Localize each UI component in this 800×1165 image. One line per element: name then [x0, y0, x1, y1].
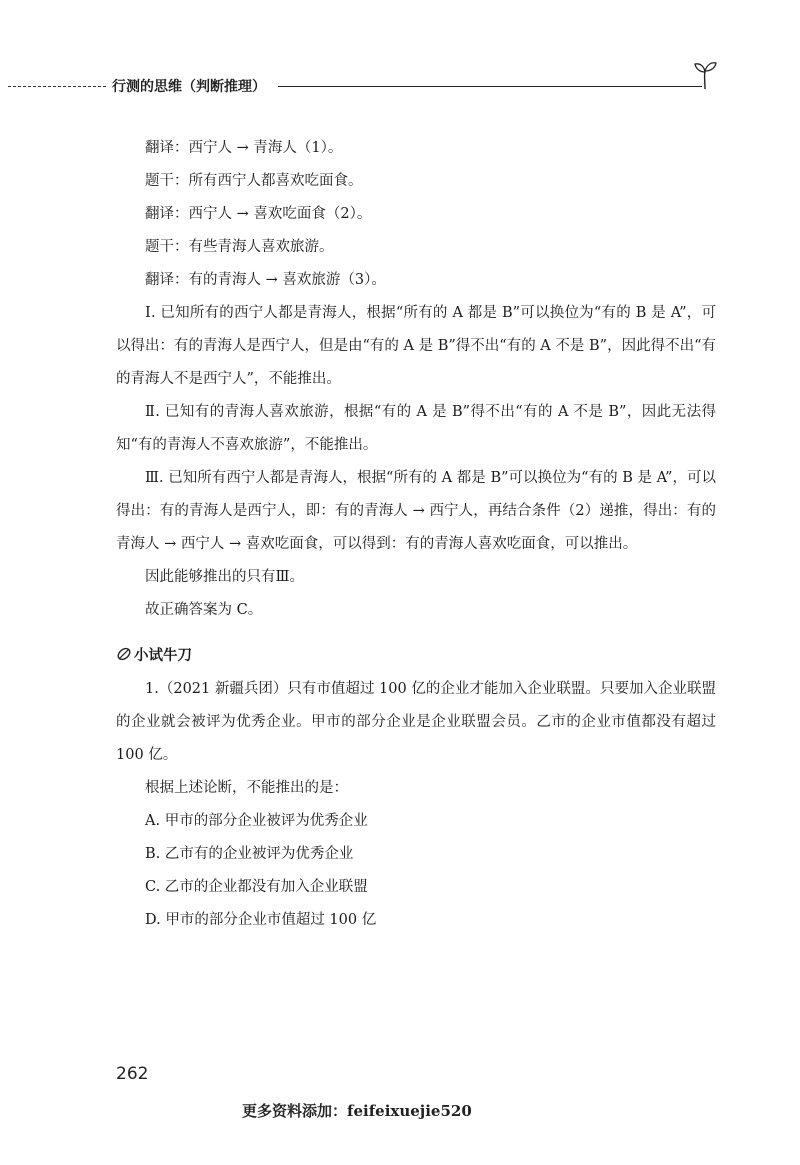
header-rule: [278, 86, 702, 87]
section-title-text: 小试牛刀: [134, 648, 192, 664]
option-d: D. 甲市的部分企业市值超过 100 亿: [145, 912, 377, 928]
running-header: [8, 74, 710, 96]
sprout-icon: [692, 60, 718, 90]
analysis-paragraph-1: Ⅰ. 已知所有的西宁人都是青海人，根据“所有的 A 都是 B”可以换位为“有的 B 是 A”，可以得出：有的青海人是西宁人，但是由“有的 A 是 B”得不出“有的 A 不是 B”，因此得不出“有的青海人不是西宁人”，不能推出。: [116, 305, 716, 387]
stem-line-2: 题干：有些青海人喜欢旅游。: [145, 239, 334, 255]
analysis-paragraph-2: Ⅱ. 已知有的青海人喜欢旅游，根据“有的 A 是 B”得不出“有的 A 不是 B”，因此无法得知“有的青海人不喜欢旅游”，不能推出。: [116, 404, 716, 453]
stem-line-1: 题干：所有西宁人都喜欢吃面食。: [145, 173, 363, 189]
option-a: A. 甲市的部分企业被评为优秀企业: [145, 813, 368, 829]
analysis-paragraph-3: Ⅲ. 已知所有西宁人都是青海人，根据“所有的 A 都是 B”可以换位为“有的 B 是 A”，可以得出：有的青海人是西宁人，即：有的青海人 → 西宁人，再结合条件（2）递推，得出：有的青海人 → 西宁人 → 喜欢吃面食，可以得到：有的青海人喜欢吃面食，可以推出。: [116, 470, 716, 552]
header-title: 行测的思维（判断推理）: [112, 79, 266, 95]
header-dashed-rule: [8, 86, 106, 87]
question-prompt: 根据上述论断，不能推出的是：: [145, 780, 348, 796]
leaf-icon: [116, 642, 132, 658]
option-c: C. 乙市的企业都没有加入企业联盟: [145, 879, 368, 895]
page-content: [116, 132, 716, 937]
option-b: B. 乙市有的企业被评为优秀企业: [145, 846, 354, 862]
translation-line-2: 翻译：西宁人 → 喜欢吃面食（2）。: [145, 206, 372, 222]
translation-line-3: 翻译：有的青海人 → 喜欢旅游（3）。: [145, 272, 386, 288]
answer-line: 故正确答案为 C。: [145, 602, 263, 618]
footer-note: 更多资料添加：feifeixuejie520: [242, 1102, 472, 1120]
conclusion-line: 因此能够推出的只有Ⅲ。: [145, 569, 304, 585]
page-number: 262: [116, 1064, 149, 1084]
section-title: [116, 640, 716, 673]
question-stem: 1.（2021 新疆兵团）只有市值超过 100 亿的企业才能加入企业联盟。只要加入企业联盟的企业就会被评为优秀企业。甲市的部分企业是企业联盟会员。乙市的企业市值都没有超过 100 亿。: [116, 681, 716, 763]
translation-line-1: 翻译：西宁人 → 青海人（1）。: [145, 140, 343, 156]
